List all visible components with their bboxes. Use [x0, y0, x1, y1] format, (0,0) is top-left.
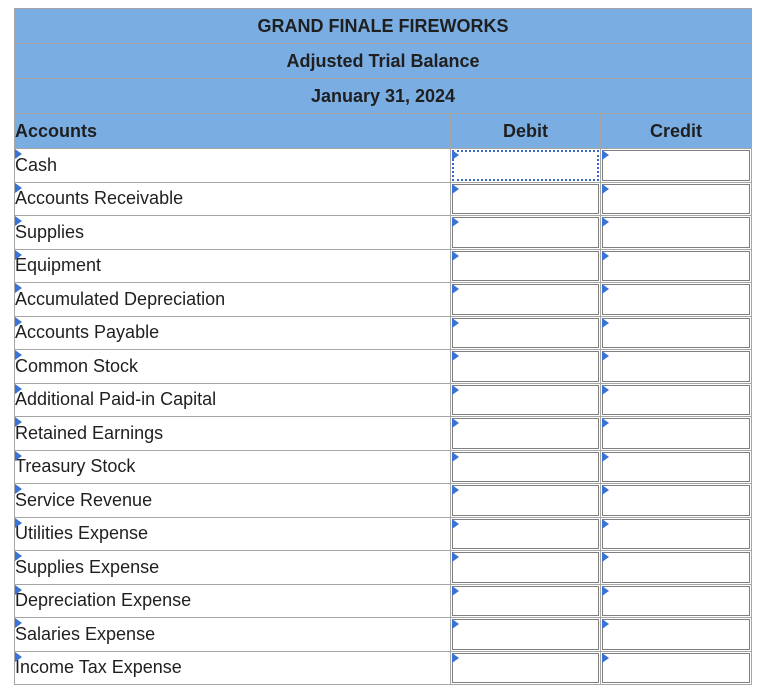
row-marker-icon [15, 417, 22, 427]
account-name-cell [15, 651, 451, 685]
row-marker-icon [15, 518, 22, 528]
debit-amount-input[interactable] [455, 555, 596, 580]
account-name: Depreciation Expense [15, 590, 192, 611]
row-marker-icon [15, 183, 22, 193]
account-name-cell [15, 450, 451, 484]
row-marker-icon [15, 484, 22, 494]
debit-amount-input[interactable] [455, 321, 596, 346]
account-row [15, 618, 752, 652]
title-row [15, 44, 752, 79]
debit-amount-input[interactable] [455, 287, 596, 312]
debit-cell [451, 517, 601, 551]
account-row [15, 450, 752, 484]
account-name-cell [15, 383, 451, 417]
debit-amount-input[interactable] [455, 488, 596, 513]
title-row [15, 79, 752, 114]
credit-amount-input[interactable] [605, 555, 747, 580]
debit-cell [451, 383, 601, 417]
column-header-row [15, 114, 752, 149]
credit-amount-input[interactable] [605, 589, 747, 614]
title-row [15, 9, 752, 44]
account-name: Cash [15, 154, 58, 175]
account-name-cell [15, 149, 451, 183]
account-name-cell [15, 283, 451, 317]
row-marker-icon [15, 149, 22, 159]
account-row [15, 149, 752, 183]
credit-amount-input[interactable] [605, 254, 747, 279]
row-marker-icon [15, 317, 22, 327]
credit-amount-input[interactable] [605, 321, 747, 346]
credit-amount-input[interactable] [605, 187, 747, 212]
row-marker-icon [15, 652, 22, 662]
credit-cell [601, 618, 752, 652]
debit-cell [451, 584, 601, 618]
account-name-cell [15, 584, 451, 618]
statement-date: January 31, 2024 [15, 79, 752, 114]
account-row [15, 216, 752, 250]
account-row [15, 651, 752, 685]
trial-balance-table [14, 8, 752, 685]
credit-cell [601, 216, 752, 250]
account-row [15, 316, 752, 350]
account-name-cell [15, 618, 451, 652]
credit-column-header: Credit [601, 114, 752, 149]
credit-cell [601, 350, 752, 384]
account-row [15, 551, 752, 585]
credit-amount-input[interactable] [605, 421, 747, 446]
account-name: Common Stock [15, 355, 139, 376]
account-name: Accounts Receivable [15, 188, 184, 209]
statement-title: Adjusted Trial Balance [15, 44, 752, 79]
account-name-cell [15, 249, 451, 283]
row-marker-icon [15, 551, 22, 561]
account-name-cell [15, 484, 451, 518]
account-row [15, 350, 752, 384]
debit-cell [451, 651, 601, 685]
debit-cell [451, 551, 601, 585]
account-name-cell [15, 182, 451, 216]
debit-amount-input[interactable] [455, 622, 596, 647]
credit-amount-input[interactable] [605, 354, 747, 379]
accounts-column-header: Accounts [15, 114, 451, 149]
account-name: Additional Paid-in Capital [15, 389, 217, 410]
account-name-cell [15, 350, 451, 384]
row-marker-icon [15, 384, 22, 394]
company-name: GRAND FINALE FIREWORKS [15, 9, 752, 44]
account-name: Service Revenue [15, 489, 153, 510]
account-row [15, 283, 752, 317]
credit-cell [601, 417, 752, 451]
credit-cell [601, 551, 752, 585]
credit-amount-input[interactable] [605, 153, 747, 178]
account-name: Equipment [15, 255, 102, 276]
debit-amount-input[interactable] [455, 522, 596, 547]
debit-cell [451, 149, 601, 183]
debit-cell [451, 450, 601, 484]
credit-amount-input[interactable] [605, 622, 747, 647]
credit-cell [601, 182, 752, 216]
debit-amount-input[interactable] [455, 354, 596, 379]
debit-cell [451, 417, 601, 451]
account-name: Accumulated Depreciation [15, 288, 226, 309]
debit-amount-input[interactable] [455, 187, 596, 212]
account-row [15, 517, 752, 551]
row-marker-icon [15, 451, 22, 461]
account-name-cell [15, 316, 451, 350]
credit-amount-input[interactable] [605, 287, 747, 312]
debit-amount-input[interactable] [455, 455, 596, 480]
credit-amount-input[interactable] [605, 455, 747, 480]
account-name: Utilities Expense [15, 523, 149, 544]
row-marker-icon [15, 250, 22, 260]
account-name: Supplies [15, 221, 85, 242]
credit-cell [601, 450, 752, 484]
credit-cell [601, 316, 752, 350]
row-marker-icon [15, 618, 22, 628]
debit-column-header: Debit [451, 114, 601, 149]
credit-cell [601, 651, 752, 685]
debit-amount-input[interactable] [455, 388, 596, 413]
debit-cell [451, 484, 601, 518]
account-row [15, 417, 752, 451]
debit-cell [451, 216, 601, 250]
credit-amount-input[interactable] [605, 656, 747, 681]
account-name: Supplies Expense [15, 556, 160, 577]
debit-cell [451, 350, 601, 384]
credit-cell [601, 517, 752, 551]
credit-amount-input[interactable] [605, 220, 747, 245]
account-name-cell [15, 216, 451, 250]
account-row [15, 249, 752, 283]
debit-cell [451, 283, 601, 317]
account-row [15, 182, 752, 216]
row-marker-icon [15, 216, 22, 226]
account-name-cell [15, 417, 451, 451]
credit-cell [601, 584, 752, 618]
credit-cell [601, 283, 752, 317]
debit-cell [451, 316, 601, 350]
debit-cell [451, 249, 601, 283]
debit-amount-input[interactable] [455, 254, 596, 279]
debit-amount-input[interactable] [455, 153, 596, 178]
row-marker-icon [15, 585, 22, 595]
debit-amount-input[interactable] [455, 220, 596, 245]
credit-cell [601, 249, 752, 283]
debit-amount-input[interactable] [455, 589, 596, 614]
credit-amount-input[interactable] [605, 488, 747, 513]
account-name: Salaries Expense [15, 623, 156, 644]
credit-amount-input[interactable] [605, 388, 747, 413]
account-name: Income Tax Expense [15, 657, 182, 678]
account-name: Retained Earnings [15, 422, 164, 443]
account-name: Accounts Payable [15, 322, 160, 343]
account-row [15, 383, 752, 417]
debit-cell [451, 618, 601, 652]
debit-amount-input[interactable] [455, 421, 596, 446]
account-row [15, 584, 752, 618]
row-marker-icon [15, 350, 22, 360]
account-name-cell [15, 551, 451, 585]
account-row [15, 484, 752, 518]
credit-amount-input[interactable] [605, 522, 747, 547]
account-name: Treasury Stock [15, 456, 136, 477]
credit-cell [601, 383, 752, 417]
debit-amount-input[interactable] [455, 656, 596, 681]
credit-cell [601, 484, 752, 518]
credit-cell [601, 149, 752, 183]
account-name-cell [15, 517, 451, 551]
debit-cell [451, 182, 601, 216]
row-marker-icon [15, 283, 22, 293]
